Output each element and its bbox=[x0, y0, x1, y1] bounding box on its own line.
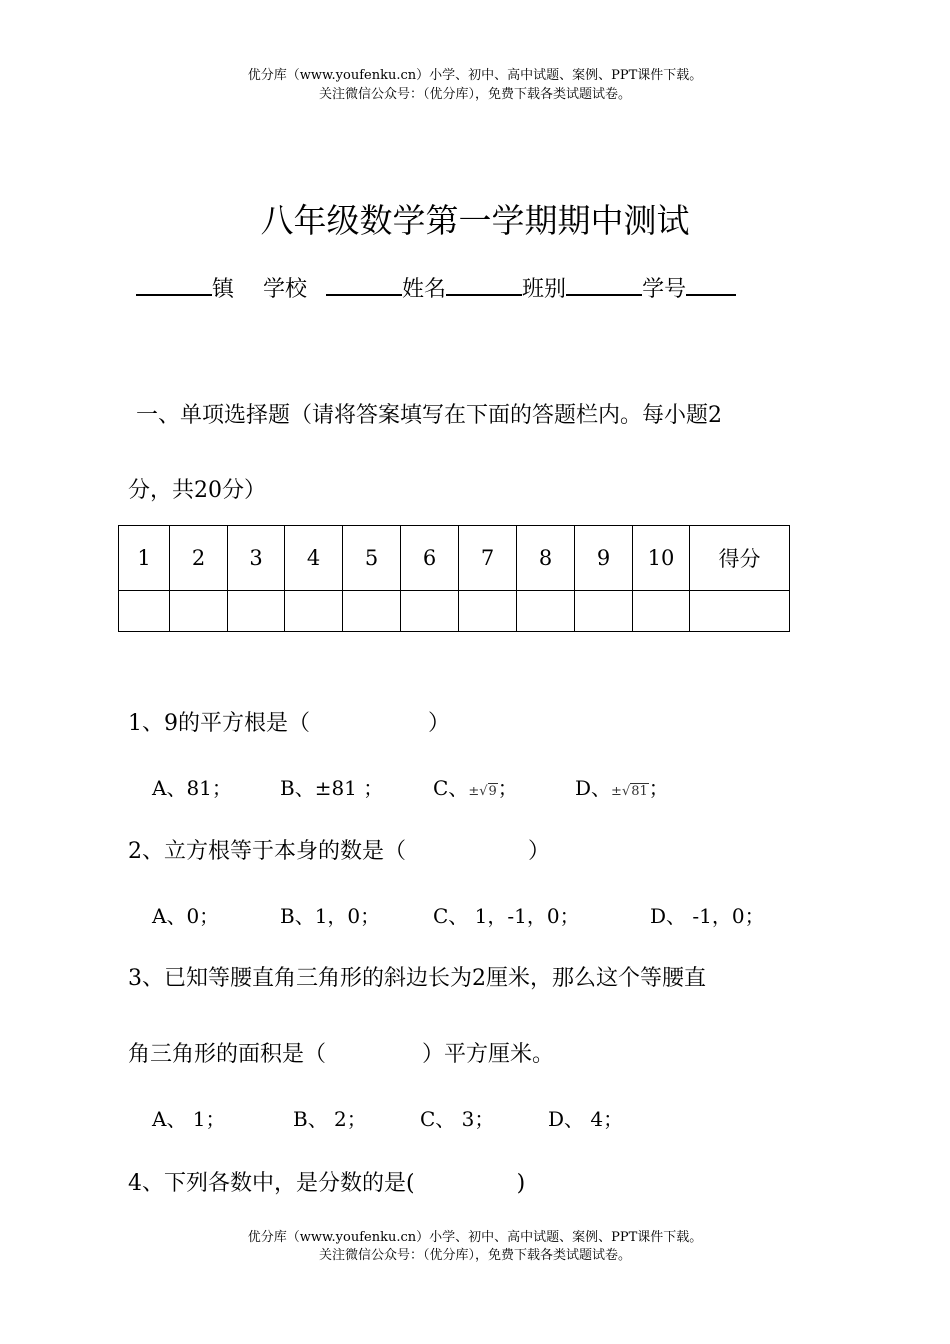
question-3-text: 角三角形的面积是（ bbox=[128, 1042, 327, 1067]
class-label: 班别 bbox=[522, 277, 567, 302]
semicolon: ； bbox=[497, 776, 518, 800]
plus-minus-sign: ± bbox=[468, 784, 480, 799]
answer-table bbox=[118, 525, 790, 632]
section1-line-2: 分，共20分） bbox=[128, 478, 266, 503]
answer-cell[interactable] bbox=[228, 591, 285, 632]
answer-header-cell: 7 bbox=[459, 526, 517, 591]
answer-header-cell: 2 bbox=[170, 526, 228, 591]
header-line-1: 优分库（www.youfenku.cn）小学、初中、高中试题、案例、PPT课件下载。 bbox=[247, 68, 703, 83]
page-title: 八年级数学第一学期期中测试 bbox=[260, 201, 690, 240]
score-header-cell: 得分 bbox=[690, 526, 790, 591]
number-blank[interactable] bbox=[686, 274, 736, 296]
question-3-option-d[interactable]: D、 4； bbox=[548, 1107, 624, 1131]
score-cell[interactable] bbox=[690, 591, 790, 632]
answer-cell[interactable] bbox=[517, 591, 575, 632]
town-blank[interactable] bbox=[136, 274, 212, 296]
question-3-option-a[interactable]: A、 1； bbox=[152, 1107, 226, 1131]
question-2-stem bbox=[128, 834, 550, 865]
question-3-option-c[interactable]: C、 3； bbox=[420, 1107, 495, 1131]
footer-line-2: 关注微信公众号：（优分库），免费下载各类试题试卷。 bbox=[318, 1248, 631, 1263]
question-1-option-a[interactable]: A、81； bbox=[152, 776, 232, 800]
answer-cell[interactable] bbox=[170, 591, 228, 632]
question-1-option-c[interactable] bbox=[433, 772, 518, 801]
question-3-line-1: 3、已知等腰直角三角形的斜边长为2厘米，那么这个等腰直 bbox=[128, 966, 706, 991]
question-1-option-c-label: C、 bbox=[433, 776, 469, 800]
question-3-line-2 bbox=[128, 1037, 554, 1068]
answer-cell[interactable] bbox=[633, 591, 690, 632]
question-2-option-d[interactable]: D、 -1，0； bbox=[650, 904, 765, 928]
question-1-stem bbox=[128, 706, 450, 737]
answer-table-header-row bbox=[119, 526, 790, 591]
question-3-text-end: ）平方厘米。 bbox=[422, 1042, 555, 1067]
class-blank[interactable] bbox=[566, 274, 642, 296]
question-1-option-d[interactable] bbox=[575, 772, 669, 801]
semicolon: ； bbox=[648, 776, 669, 800]
school-blank[interactable] bbox=[326, 274, 402, 296]
question-2-text: 2、立方根等于本身的数是（ bbox=[128, 839, 406, 864]
radicand: 81 bbox=[631, 784, 648, 799]
name-label: 姓名 bbox=[402, 277, 447, 302]
footer-line-1: 优分库（www.youfenku.cn）小学、初中、高中试题、案例、PPT课件下载。 bbox=[247, 1230, 703, 1245]
student-info-line bbox=[136, 272, 736, 303]
answer-cell[interactable] bbox=[343, 591, 401, 632]
question-4-text: 4、下列各数中，是分数的是( bbox=[128, 1171, 415, 1196]
answer-cell[interactable] bbox=[459, 591, 517, 632]
number-label: 学号 bbox=[642, 277, 687, 302]
question-1-option-d-label: D、 bbox=[575, 776, 612, 800]
question-1-text: 1、9的平方根是（ bbox=[128, 711, 310, 736]
radicand: 9 bbox=[488, 784, 497, 799]
answer-header-cell: 6 bbox=[401, 526, 459, 591]
answer-cell[interactable] bbox=[401, 591, 459, 632]
question-2-option-c[interactable]: C、 1，-1，0； bbox=[433, 904, 580, 928]
answer-header-cell: 1 bbox=[119, 526, 170, 591]
sqrt-expression: ±√81 bbox=[611, 784, 648, 799]
answer-table-input-row bbox=[119, 591, 790, 632]
header-line-2: 关注微信公众号：（优分库），免费下载各类试题试卷。 bbox=[318, 87, 631, 102]
answer-header-cell: 4 bbox=[285, 526, 343, 591]
plus-minus-sign: ± bbox=[611, 784, 622, 799]
question-2-close: ） bbox=[528, 839, 551, 864]
question-2-option-a[interactable]: A、0； bbox=[152, 904, 220, 928]
answer-cell[interactable] bbox=[575, 591, 633, 632]
answer-cell[interactable] bbox=[285, 591, 343, 632]
question-1-close: ） bbox=[428, 711, 451, 736]
answer-header-cell: 8 bbox=[517, 526, 575, 591]
school-label: 学校 bbox=[263, 277, 308, 302]
town-label: 镇 bbox=[212, 277, 235, 302]
question-4-close: ) bbox=[516, 1171, 526, 1196]
question-1-option-b[interactable]: B、±81 ； bbox=[280, 776, 384, 800]
answer-header-cell: 3 bbox=[228, 526, 285, 591]
question-4-stem bbox=[128, 1166, 525, 1197]
answer-header-cell: 5 bbox=[343, 526, 401, 591]
answer-cell[interactable] bbox=[119, 591, 170, 632]
section1-line-1: 一、单项选择题（请将答案填写在下面的答题栏内。每小题2 bbox=[136, 403, 722, 428]
answer-header-cell: 9 bbox=[575, 526, 633, 591]
question-3-option-b[interactable]: B、 2； bbox=[293, 1107, 367, 1131]
question-2-option-b[interactable]: B、1，0； bbox=[280, 904, 381, 928]
name-blank[interactable] bbox=[446, 274, 522, 296]
sqrt-expression: ±√9 bbox=[468, 784, 497, 799]
answer-header-cell: 10 bbox=[633, 526, 690, 591]
